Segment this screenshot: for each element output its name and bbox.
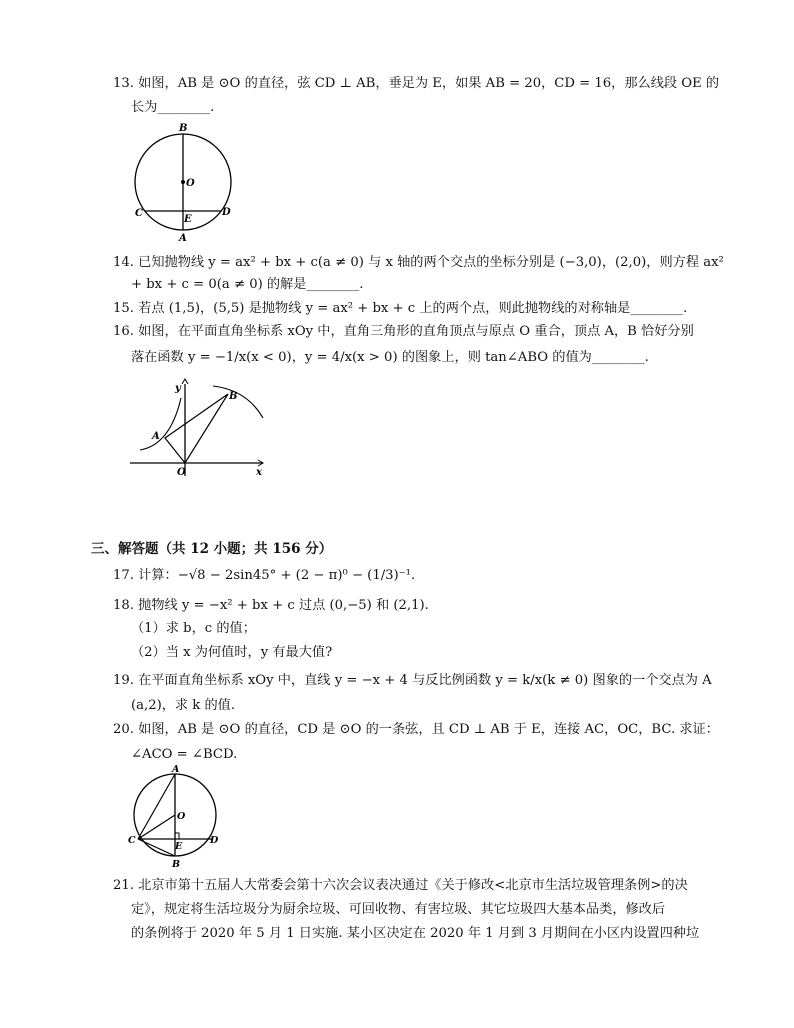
q18-sub1: （1）求 b，c 的值；: [131, 621, 256, 636]
hyperbola-left: [140, 398, 181, 450]
label-o: O: [186, 178, 195, 189]
segment-ac: [138, 774, 175, 839]
segment-oc: [138, 815, 175, 839]
label-x: x: [256, 467, 262, 478]
q21-line3: 的条例将于 2020 年 5 月 1 日实施. 某小区决定在 2020 年 1 月到 3 月期间在小区内设置四种垃: [131, 926, 700, 941]
label-d: D: [210, 835, 219, 846]
y-axis-arrow: [182, 379, 188, 384]
hyperbola-right: [213, 386, 263, 418]
q15-line1: 15. 若点 (1,5)，(5,5) 是抛物线 y = ax² + bx + c 上的两个点，则此抛物线的对称轴是________.: [113, 301, 688, 316]
q14-line2: + bx + c = 0(a ≠ 0) 的解是________.: [131, 277, 364, 292]
label-b: B: [229, 391, 238, 402]
q19-line1: 19. 在平面直角坐标系 xOy 中，直线 y = −x + 4 与反比例函数 y = k/x(k ≠ 0) 图象的一个交点为 A: [113, 673, 712, 688]
label-y: y: [175, 383, 181, 394]
label-o: O: [177, 811, 186, 822]
q20-line2: ∠ACO = ∠BCD.: [131, 747, 238, 762]
label-c: C: [135, 208, 143, 219]
label-b: B: [172, 859, 181, 870]
label-o: O: [177, 467, 186, 478]
q19-line2: (a,2)，求 k 的值.: [131, 698, 236, 713]
center-point: [181, 180, 185, 184]
q20-line1: 20. 如图，AB 是 ⊙O 的直径，CD 是 ⊙O 的一条弦，且 CD ⊥ AB 于 E，连接 AC，OC，BC. 求证：: [113, 722, 719, 737]
q21-line2: 定》，规定将生活垃圾分为厨余垃圾、可回收物、有害垃圾、其它垃圾四大基本品类，修改后: [131, 902, 666, 917]
label-d: D: [222, 207, 231, 218]
q21-line1: 21. 北京市第十五届人大常委会第十六次会议表决通过《关于修改<北京市生活垃圾管理条例>的决: [113, 878, 688, 893]
label-e: E: [175, 841, 183, 852]
q13-line1: 13. 如图，AB 是 ⊙O 的直径，弦 CD ⊥ AB，垂足为 E，如果 AB = 20，CD = 16，那么线段 OE 的: [113, 76, 720, 91]
q14-line1: 14. 已知抛物线 y = ax² + bx + c(a ≠ 0) 与 x 轴的两个交点的坐标分别是 (−3,0)，(2,0)，则方程 ax²: [113, 255, 724, 270]
segment-bc: [138, 839, 175, 856]
figure-13-circle: [128, 120, 238, 245]
q18-sub2: （2）当 x 为何值时，y 有最大值?: [131, 645, 333, 660]
q18-line1: 18. 抛物线 y = −x² + bx + c 过点 (0,−5) 和 (2,1).: [113, 598, 429, 613]
label-c: C: [128, 835, 136, 846]
q13-line2: 长为________.: [131, 100, 215, 115]
q17-line1: 17. 计算：−√8 − 2sin45° + (2 − π)⁰ − (1/3)⁻¹.: [113, 568, 416, 583]
label-e: E: [184, 214, 192, 225]
section-3-heading: 三、解答题（共 12 小题；共 156 分）: [91, 541, 333, 557]
label-a: A: [179, 233, 187, 244]
right-triangle-aob: [165, 394, 228, 463]
label-a: A: [172, 764, 180, 775]
q16-line2: 落在函数 y = −1/x(x < 0)，y = 4/x(x > 0) 的图象上，则 tan∠ABO 的值为________.: [131, 350, 649, 365]
label-a: A: [152, 431, 160, 442]
label-b: B: [179, 123, 188, 134]
q16-line1: 16. 如图，在平面直角坐标系 xOy 中，直角三角形的直角顶点与原点 O 重合，顶点 A，B 恰好分别: [113, 324, 694, 339]
figure-16-coordinate: [125, 378, 270, 480]
figure-20-circle: [120, 763, 230, 873]
